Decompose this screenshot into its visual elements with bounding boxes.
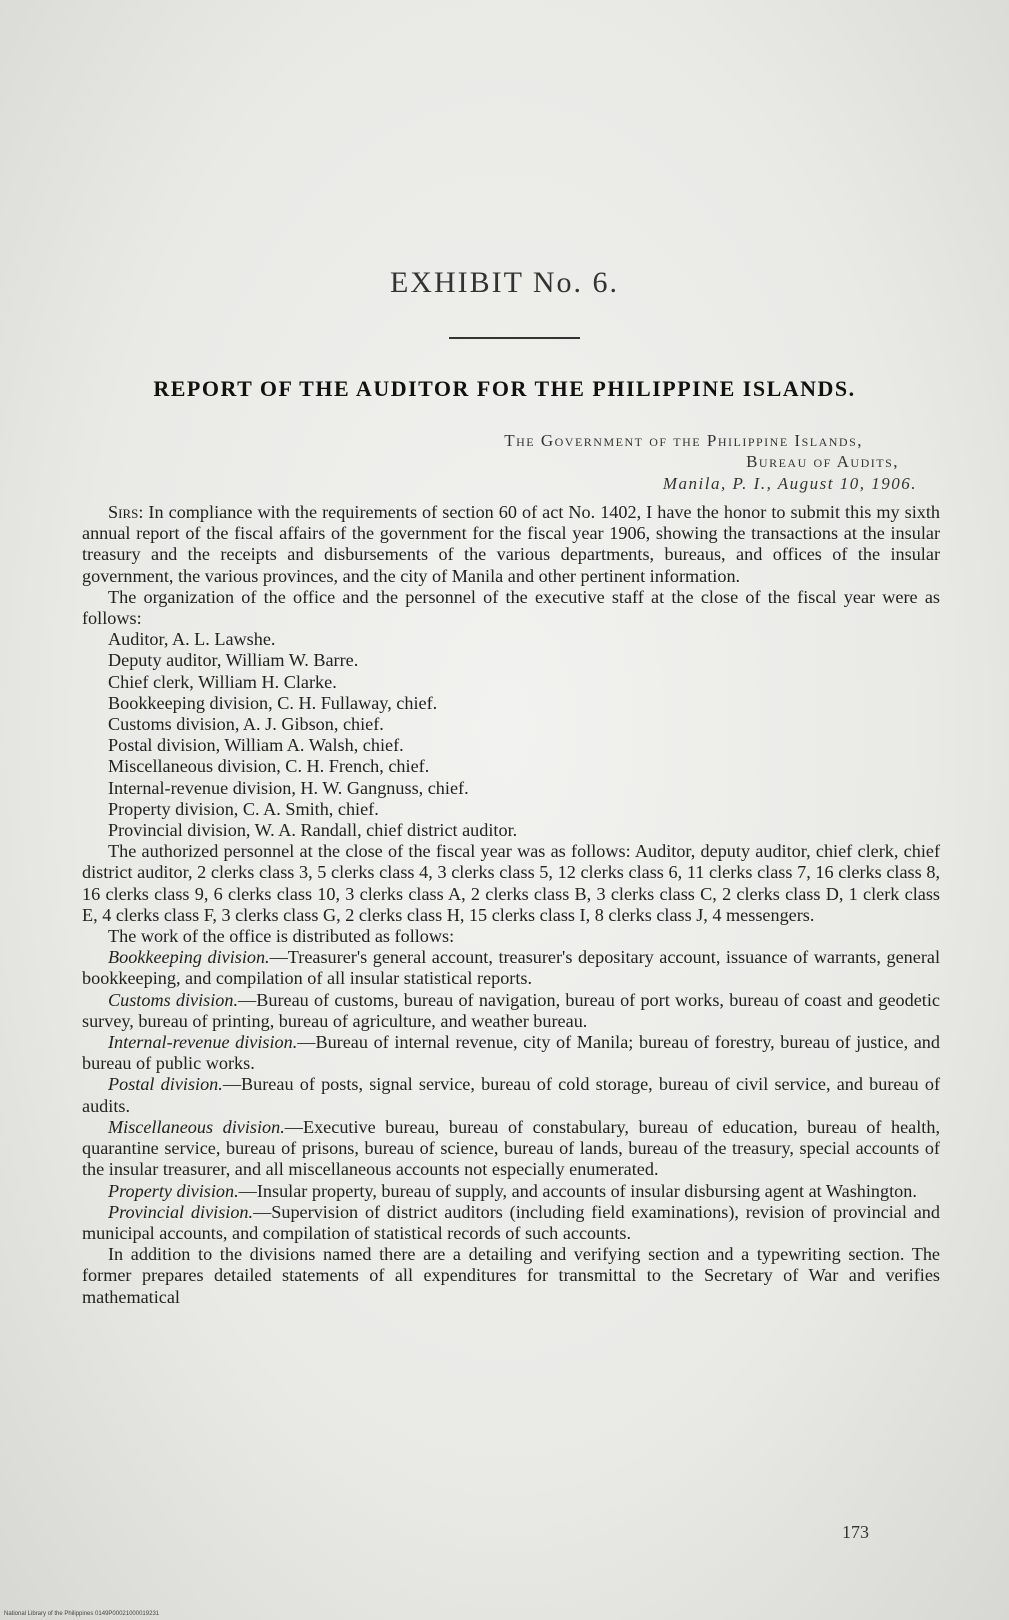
report-title: REPORT OF THE AUDITOR FOR THE PHILIPPINE ISLANDS. <box>153 376 856 401</box>
staff-item: Bookkeeping division, C. H. Fullaway, chief. <box>108 692 438 713</box>
organization-intro: The organization of the office and the personnel of the executive staff at the close of the fiscal year were as follows: <box>82 586 940 629</box>
division-name: Provincial division. <box>108 1201 254 1222</box>
division-name: Miscellaneous division. <box>108 1116 285 1137</box>
division-text: —Executive bureau, bureau of constabulary, bureau of education, bureau of health, quarantine service, bureau of prisons, bureau of science, bureau of lands, bureau of the treasury, special accounts of the insular treasurer, and all miscellaneous accounts not especially enumerated. <box>82 1116 940 1180</box>
intro-text: In compliance with the requirements of section 60 of act No. 1402, I have the honor to submit this my sixth annual report of the fiscal affairs of the government for the fiscal year 1906, showing the transactions at the insular treasury and the receipts and disbursements of the various departments, bureaus, and offices of the insular government, the various provinces, and the city of Manila and other pertinent information. <box>82 502 940 586</box>
division-text: —Bureau of internal revenue, city of Manila; bureau of forestry, bureau of justice, and bureau of public works. <box>82 1032 940 1074</box>
address-line-2: Bureau of Audits, <box>746 452 899 471</box>
division-paragraph <box>82 1032 940 1074</box>
division-name: Internal-revenue division. <box>108 1032 298 1053</box>
personnel-paragraph: The authorized personnel at the close of the fiscal year was as follows: Auditor, deputy auditor, chief clerk, chief district auditor, 2 clerks class 3, 5 clerks class 4, 3 clerks class 5, 12 clerks class 6, 11 clerks class 7, 16 clerks class 8, 16 clerks class 9, 6 clerks class 10, 3 clerks class A, 2 clerks class B, 3 clerks class C, 2 clerks class D, 1 clerk class E, 4 clerks class F, 3 clerks class G, 2 clerks class H, 15 clerks class I, 8 clerks class J, 4 messengers. <box>82 841 940 925</box>
report-body <box>82 502 940 1308</box>
division-text: —Supervision of district auditors (including field examinations), revision of provincial and municipal accounts, and compilation of statistical records of such accounts. <box>82 1201 940 1243</box>
staff-item: Customs division, A. J. Gibson, chief. <box>108 714 384 735</box>
staff-item: Deputy auditor, William W. Barre. <box>108 650 359 671</box>
salutation: Sirs: <box>108 502 144 522</box>
staff-item: Provincial division, W. A. Randall, chief district auditor. <box>108 820 518 841</box>
scan-footer: National Library of the Philippines 0149P00021000019231 <box>4 1611 160 1617</box>
work-intro: The work of the office is distributed as follows: <box>108 926 455 947</box>
division-paragraph <box>82 947 940 989</box>
division-name: Bookkeeping division. <box>108 947 270 968</box>
address-line-3: Manila, P. I., August 10, 1906. <box>662 474 917 493</box>
staff-item: Internal-revenue division, H. W. Gangnuss, chief. <box>108 777 469 798</box>
closing-paragraph: In addition to the divisions named there are a detailing and verifying section and a typewriting section. The former prepares detailed statements of all expenditures for transmittal to the Secretary of War and verifies mathematical <box>82 1244 940 1307</box>
intro-paragraph <box>82 502 940 587</box>
division-text: —Bureau of posts, signal service, bureau of cold storage, bureau of civil service, and bureau of audits. <box>82 1074 941 1116</box>
address-line-1: The Government of the Philippine Islands, <box>504 431 863 450</box>
division-paragraph <box>82 1202 940 1244</box>
division-paragraph <box>82 1181 940 1202</box>
division-text: —Treasurer's general account, treasurer's depositary account, issuance of warrants, general bookkeeping, and compilation of all insular statistical reports. <box>82 947 940 989</box>
exhibit-heading: EXHIBIT No. 6. <box>389 266 620 299</box>
division-name: Customs division. <box>108 989 239 1010</box>
division-paragraph <box>82 990 940 1032</box>
division-text: —Bureau of customs, bureau of navigation, bureau of port works, bureau of coast and geodetic survey, bureau of printing, bureau of agriculture, and weather bureau. <box>82 989 940 1031</box>
division-name: Property division. <box>108 1180 239 1201</box>
staff-list <box>82 629 940 841</box>
division-text: —Insular property, bureau of supply, and accounts of insular disbursing agent at Washington. <box>238 1180 917 1201</box>
page-number: 173 <box>842 1522 869 1542</box>
staff-item: Postal division, William A. Walsh, chief. <box>108 735 404 756</box>
heading-rule <box>449 337 580 339</box>
staff-item: Chief clerk, William H. Clarke. <box>108 671 337 692</box>
staff-item: Miscellaneous division, C. H. French, chief. <box>108 756 430 777</box>
division-paragraph <box>82 1074 940 1116</box>
staff-item: Property division, C. A. Smith, chief. <box>108 798 379 819</box>
division-paragraph <box>82 1117 940 1181</box>
division-name: Postal division. <box>108 1074 223 1095</box>
staff-item: Auditor, A. L. Lawshe. <box>108 629 276 650</box>
